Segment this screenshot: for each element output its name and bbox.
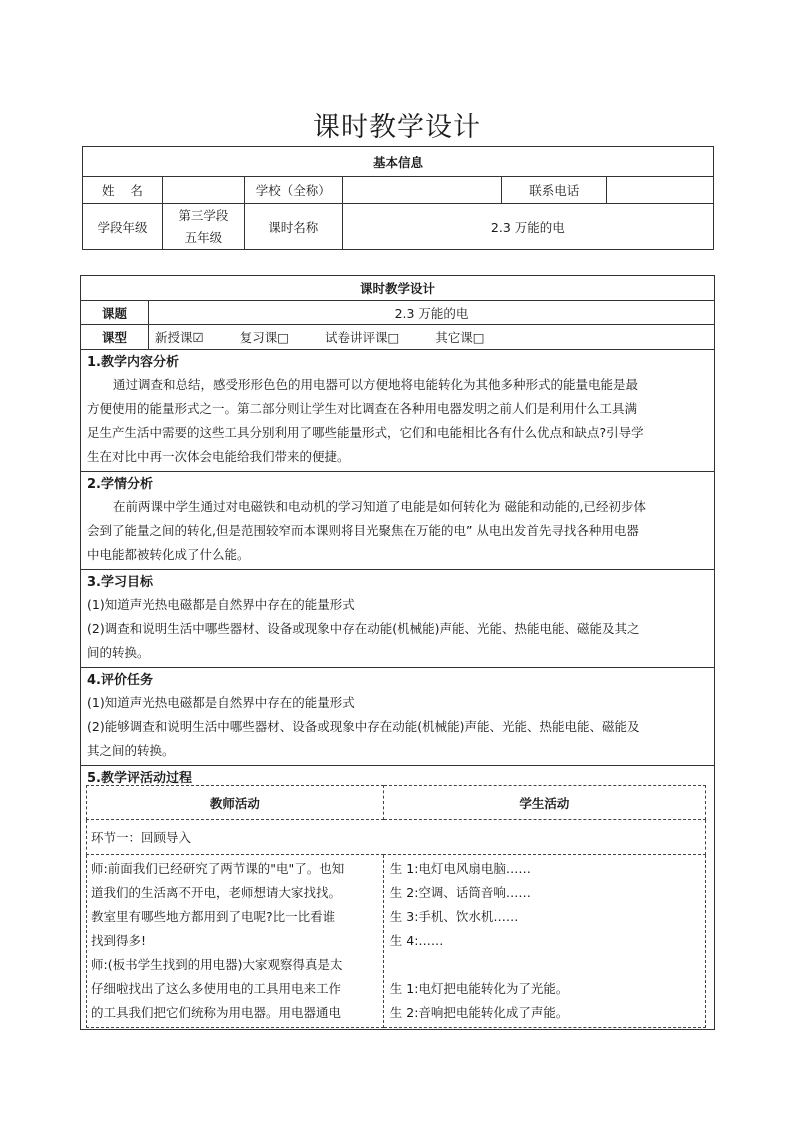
design-header: 课时教学设计 xyxy=(81,276,715,301)
phone-label: 联系电话 xyxy=(502,177,607,204)
student-activity-header: 学生活动 xyxy=(383,786,705,820)
section-line: (1)知道声光热电磁都是自然界中存在的能量形式 xyxy=(87,597,355,612)
section-title: 5.教学评活动过程 xyxy=(87,771,192,786)
type-option-new: 新授课☑ xyxy=(155,330,204,345)
section-title: 2.学情分析 xyxy=(87,477,153,492)
student-line: 生 2:空调、话筒音响…… xyxy=(389,885,531,900)
section-line: 其之间的转换。 xyxy=(87,743,175,758)
topic-label: 课题 xyxy=(81,301,149,325)
section-line: 方便使用的能量形式之一。第二部分则让学生对比调查在各种用电器发明之前人们是利用什么工具满 xyxy=(87,401,638,416)
activity-table xyxy=(86,785,706,1028)
student-line-blank xyxy=(384,953,705,977)
teacher-line: 师:(板书学生找到的用电器)大家观察得真是太 xyxy=(91,957,343,972)
topic-value: 2.3 万能的电 xyxy=(149,301,715,325)
section-evaluation-tasks xyxy=(81,668,715,766)
grade-line-2: 五年级 xyxy=(184,229,223,245)
section-title: 1.教学内容分析 xyxy=(87,355,179,370)
teacher-activity-cell xyxy=(87,855,384,1028)
student-activity-cell xyxy=(383,855,705,1028)
section-learner-analysis xyxy=(81,472,715,570)
school-label: 学校（全称） xyxy=(244,177,342,204)
section-line: (1)知道声光热电磁都是自然界中存在的能量形式 xyxy=(87,695,355,710)
section-line: (2)调查和说明生活中哪些器材、设备或现象中存在动能(机械能)声能、光能、热能电能、磁能及其之 xyxy=(87,621,640,636)
student-line: 生 4:…… xyxy=(389,933,444,948)
phone-value xyxy=(607,177,714,204)
section-body xyxy=(81,593,714,667)
section-line: 通过调查和总结，感受形形色色的用电器可以方便地将电能转化为其他多种形式的能量电能是最 xyxy=(113,377,639,392)
name-label: 姓 名 xyxy=(83,177,163,204)
section-line: 会到了能量之间的转化,但是范围较窄而本课则将目光聚焦在万能的电” 从电出发首先寻找各种用电器 xyxy=(87,523,639,538)
basic-info-table xyxy=(82,146,714,250)
student-line: 生 1:电灯把电能转化为了光能。 xyxy=(389,981,569,996)
section-line: 间的转换。 xyxy=(87,645,150,660)
teacher-line: 道我们的生活离不开电，老师想请大家找找。 xyxy=(91,885,342,900)
name-value xyxy=(162,177,244,204)
section-line: 足生产生活中需要的这些工具分别利用了哪些能量形式，它们和电能相比各有什么优点和缺点?引导学 xyxy=(87,425,644,440)
grade-value xyxy=(162,204,244,250)
student-line: 生 2:音响把电能转化成了声能。 xyxy=(389,1005,569,1020)
teacher-line: 仔细啦找出了这么多使用电的工具用电来工作 xyxy=(91,981,342,996)
teacher-line: 师:前面我们已经研究了两节课的"电"了。也知 xyxy=(91,861,345,876)
section-line: 在前两课中学生通过对电磁铁和电动机的学习知道了电能是如何转化为 磁能和动能的,已经初步体 xyxy=(113,499,646,514)
section-title: 4.评价任务 xyxy=(87,673,153,688)
section-learning-goals xyxy=(81,570,715,668)
segment-title: 环节一：回顾导入 xyxy=(87,820,706,855)
lesson-label: 课时名称 xyxy=(244,204,342,250)
section-line: (2)能够调查和说明生活中哪些器材、设备或现象中存在动能(机械能)声能、光能、热能电能、磁能及 xyxy=(87,719,640,734)
teacher-line: 找到得多! xyxy=(91,933,147,948)
basic-info-header: 基本信息 xyxy=(83,147,714,177)
teacher-line: 教室里有哪些地方都用到了电呢?比一比看谁 xyxy=(91,909,336,924)
page-title: 课时教学设计 xyxy=(313,112,481,143)
teacher-activity-header: 教师活动 xyxy=(87,786,384,820)
type-label: 课型 xyxy=(81,325,149,350)
school-value xyxy=(342,177,502,204)
section-line: 生在对比中再一次体会电能给我们带来的便捷。 xyxy=(87,449,350,464)
section-body xyxy=(81,495,714,569)
section-line: 中电能都被转化成了什么能。 xyxy=(87,547,250,562)
student-line: 生 1:电灯电风扇电脑…… xyxy=(389,861,531,876)
teacher-line: 的工具我们把它们统称为用电器。用电器通电 xyxy=(91,1005,342,1020)
type-option-other: 其它课□ xyxy=(435,330,485,345)
section-body xyxy=(81,691,714,765)
student-line: 生 3:手机、饮水机…… xyxy=(389,909,519,924)
grade-line-1: 第三学段 xyxy=(178,207,229,223)
section-content-analysis xyxy=(81,350,715,472)
type-option-exam-review: 试卷讲评课□ xyxy=(325,330,400,345)
section-title: 3.学习目标 xyxy=(87,575,153,590)
lesson-type-options xyxy=(149,325,715,350)
section-body xyxy=(81,373,714,471)
grade-label: 学段年级 xyxy=(83,204,163,250)
type-option-review: 复习课□ xyxy=(239,330,290,345)
lesson-value: 2.3 万能的电 xyxy=(342,204,713,250)
